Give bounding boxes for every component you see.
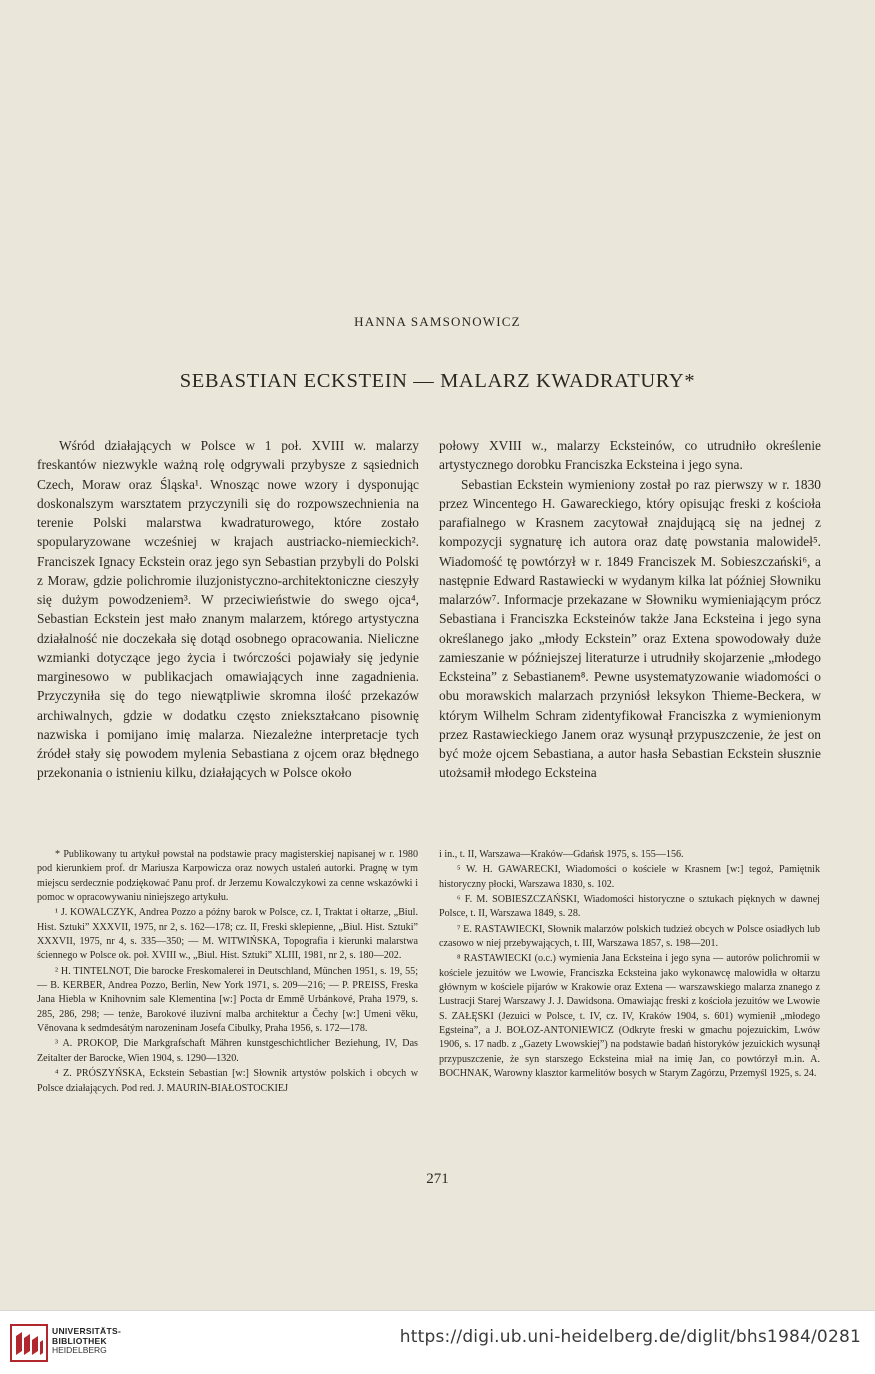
footnote-4: ⁴ Z. PRÓSZYŃSKA, Eckstein Sebastian [w:] Słownik artystów polskich i obcych w Polsce działających. Pod red. J. MAURIN-BIAŁOSTOCKIEJ (37, 1068, 418, 1094)
library-name-line-2: BIBLIOTHEK (52, 1335, 107, 1346)
footnote-5: ⁵ W. H. GAWARECKI, Wiadomości o kościele w Krasnem [w:] tegoż, Pamiętnik historyczny płocki, Warszawa 1830, s. 102. (439, 864, 820, 890)
footnote-6: ⁶ F. M. SOBIESZCZAŃSKI, Wiadomości historyczne o sztukach pięknych w dawnej Polsce, t. II, Warszawa 1849, s. 28. (439, 894, 820, 920)
right-paragraph-2: Sebastian Eckstein wymieniony został po raz pierwszy w r. 1830 przez Wincentego H. Gawareckiego, który opisując freski z kościoła parafialnego w Krasnem zacytował znajdującą się na jednej z kompozycji sygnaturę ich autora oraz datę powstania malowideł⁵. Wiadomość tę powtórzył w r. 1849 Franciszek M. Sobieszczański⁶, a następnie Edward Rastawiecki w wydanym kilka lat później Słowniku malarzów⁷. Informacje przekazane w Słowniku wymieniającym prócz Sebastiana i Franciszka Ecksteinów także Jana Eckstеina i jego syna określanego jako „młody Eckstein” oraz Extena spowodowały duże zamieszanie w późniejszej literaturze i utrudniły skojarzenie „młodego Eckstеina” z Sebastianem⁸. Pewne usystematyzowanie wiadomości o obu morawskich malarzach przyniósł leksykon Thieme-Beckera, w którym Wilhelm Schram zidentyfikował Franciszka z wymienionym przez Rastawieckiego Janem oraz wysunął przypuszczenie, że jest on być może ojcem Sebastiana, a autor hasła Sebastian Eckstein słusznie utożsamił młodego Eckstеina (439, 476, 821, 781)
footnote-star: * Publikowany tu artykuł powstał na podstawie pracy magisterskiej napisanej w r. 1980 pod kierunkiem prof. dr Mariusza Karpowicza oraz nowych ustaleń autorki. Pragnę w tym miejscu serdecznie podziękować Panu prof. dr Jerzemu Kowalczykowi za cenne wskazówki i pomoc w opracowywaniu niniejszego artykułu. (37, 849, 418, 904)
viewer-footer (0, 1310, 875, 1374)
footnote-3: ³ A. PROKOP, Die Markgrafschaft Mähren kunstgeschichtlicher Beziehung, IV, Das Zeitalter der Barocke, Wien 1904, s. 1290—1320. (37, 1038, 418, 1064)
article-title: SEBASTIAN ECKSTEIN — MALARZ KWADRATURY* (179, 370, 696, 392)
library-name-line-1: UNIVERSITÄTS- (52, 1326, 122, 1336)
footnote-8: ⁸ RASTAWIECKI (o.c.) wymienia Jana Eckstеina i jego syna — autorów polichromii w kościele jezuitów we Lwowie, Franciszka Eckstеina jako wykonawcę malowidła w ołtarzu głównym w kościele pijarów w Krakowie oraz Extena — warszawskiego malarza znanego z Lustracji Starej Warszawy J. J. Dawidsona. Omawiając freski z kościoła jezuitów we Lwowie S. ZAŁĘSKI (Jezuici w Polsce, t. IV, cz. IV, Kraków 1904, s. 601) wymienił „młodego Egsteina”, a J. BOŁOZ-ANTONIEWICZ (Odkryte freski w gmachu pojezuickim, Lwów 1906, s. 17 nadb. z „Gazety Lwowskiej”) na podstawie badań historyków jezuickich wysunął przypuszczenie, że syn starszego Eckstеina miał na imię Jan, co powtórzył m.in. A. BOCHNAK, Warowny klasztor karmelitów bosych w Starym Zagórzu, Przemyśl 1925, s. 24. (439, 953, 820, 1080)
right-text-column (439, 436, 821, 783)
footnotes-right (439, 848, 820, 1083)
library-name-line-3: HEIDELBERG (52, 1345, 107, 1355)
page-number: 271 (426, 1171, 449, 1187)
right-paragraph-1: połowy XVIII w., malarzy Ecksteinów, co utrudniło określenie artystycznego dorobku Franciszka Ecksteina i jego syna. (439, 438, 821, 473)
footnote-2: ² H. TINTELNOT, Die barocke Freskomalerei in Deutschland, München 1951, s. 19, 55; — B. KERBER, Andrea Pozzo, Berlin, New York 1971, s. 209—216; — P. PREISS, Freska Jana Hiebla w Knihovnim sale Klementina [w:] Pocta dr Emmě Urbánkové, Praha 1979, s. 285, 286, 298; — tenże, Barokové iluzivní malba architektur a Čechy [w:] Umeni věku, Věnovana k sedmdesátým narozeninam Josefa Cibulky, Praha 1956, s. 172—178. (37, 965, 418, 1035)
footnotes-left (37, 848, 418, 1097)
university-library-logo-icon (10, 1324, 48, 1362)
left-text-column (37, 436, 419, 783)
article-author: HANNA SAMSONOWICZ (354, 314, 521, 329)
left-paragraph-1: Wśród działających w Polsce w 1 poł. XVIII w. malarzy freskantów niezwykle ważną rolę odgrywali przybysze z sąsiednich Czech, Moraw oraz Śląska¹. Wnosząc nowe wzory i dysponując doskonalszym warsztatem przyczynili się do rozpowszechnienia na terenie Polski malarstwa kwadraturowego, które zostało spopularyzowane wcześniej w krajach austriacko-niemieckich². Franciszek Ignacy Eckstein oraz jego syn Sebastian przybyli do Polski z Moraw, gdzie polichromie iluzjonistyczno-architektoniczne cieszyły się dużym powodzeniem³. W przeciwieństwie do swego ojca⁴, Sebastian Eckstein jest mało znanym malarzem, którego artystyczna działalność nie doczekała się dotąd osobnego opracowania. Nieliczne wzmianki dotyczące jego życia i twórczości pojawiały się jedynie marginesowo w publikacjach omawiających inne zagadnienia. Przyczyniła się do tego niewątpliwie skromna ilość przekazów archiwalnych, gdzie w dodatku często zniekształcano pisownię nazwiska i pomijano imię malarza. Niezależne interpretacje tych źródeł stały się powodem mylenia Sebastiana z ojcem oraz błędnego przekonania o istnieniu kilku, działających w Polsce około (37, 438, 419, 781)
footnote-7: ⁷ E. RASTAWIECKI, Słownik malarzów polskich tudzież obcych w Polsce osiadłych lub czasowo w niej przebywających, t. III, Warszawa 1857, s. 198—201. (439, 923, 820, 950)
page-url-link[interactable]: https://digi.ub.uni-heidelberg.de/diglit/bhs1984/0281 (399, 1327, 861, 1347)
library-name (52, 1327, 121, 1356)
footnote-1: ¹ J. KOWALCZYK, Andrea Pozzo a późny barok w Polsce, cz. I, Traktat i ołtarze, „Biul. Hist. Sztuki” XXXVII, 1975, nr 2, s. 162—178; cz. II, Freski sklepienne, „Biul. Hist. Sztuki” XXXVII, 1975, nr 4, s. 335—350; — M. WITWIŃSKA, Topografia i kierunki malarstwa ściennego w Polsce ok. poł. XVIII w., „Biul. Hist. Sztuki” XLIII, 1981, nr 2, s. 180—202. (37, 907, 418, 962)
footnote-4-continued: i in., t. II, Warszawa—Kraków—Gdańsk 1975, s. 155—156. (439, 849, 684, 860)
